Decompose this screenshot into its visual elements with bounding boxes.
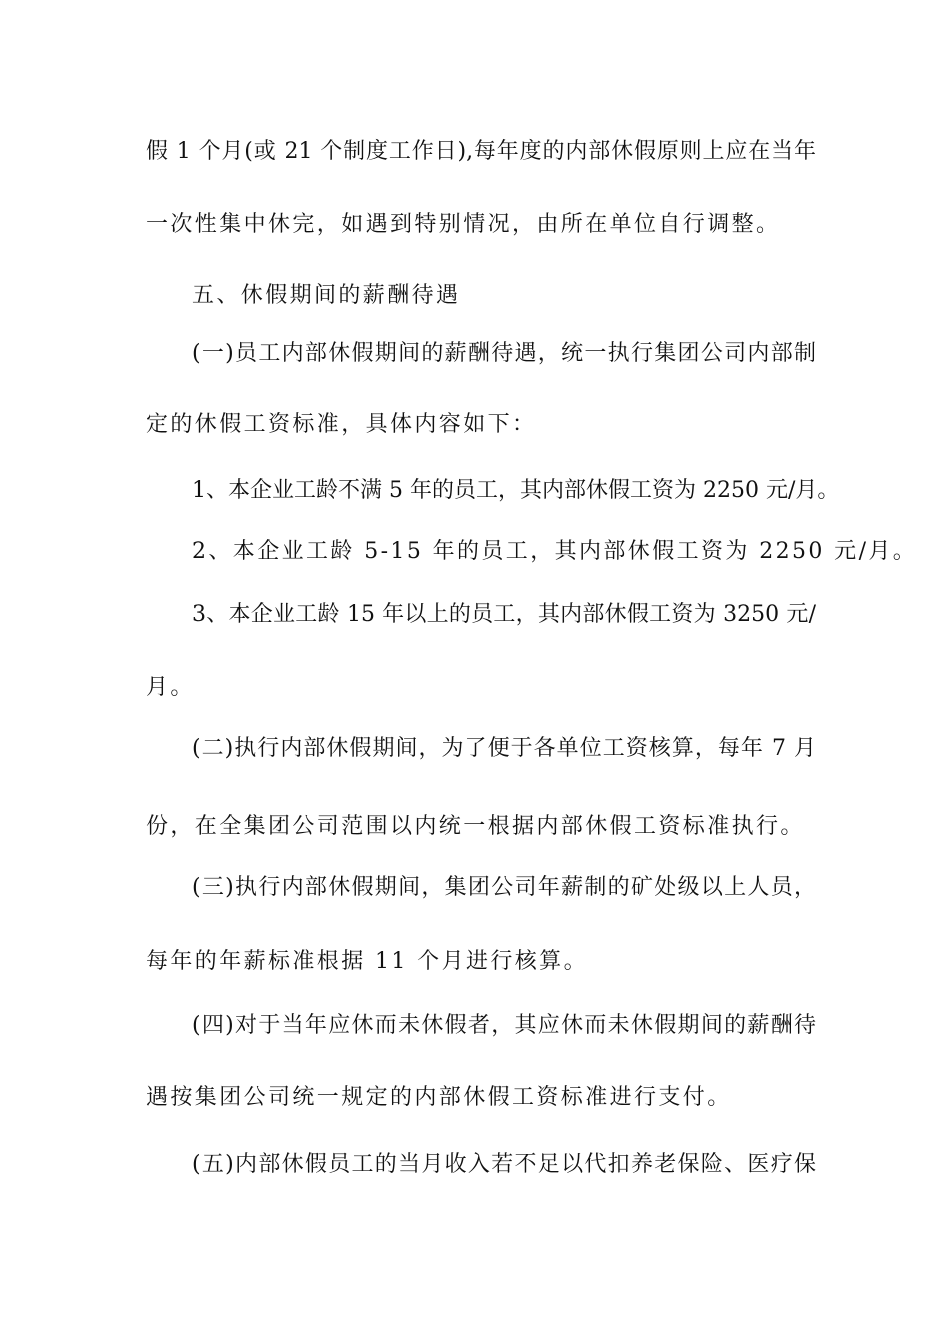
list-item: 1、本企业工龄不满 5 年的员工，其内部休假工资为 2250 元/月。 xyxy=(192,478,840,503)
paragraph-line: 遇按集团公司统一规定的内部休假工资标准进行支付。 xyxy=(146,1085,732,1110)
paragraph-line: (四)对于当年应休而未休假者，其应休而未休假期间的薪酬待 xyxy=(192,1013,816,1038)
paragraph-line: (一)员工内部休假期间的薪酬待遇，统一执行集团公司内部制 xyxy=(192,341,816,366)
paragraph-line: (二)执行内部休假期间，为了便于各单位工资核算，每年 7 月 xyxy=(192,736,816,761)
paragraph-line: 每年的年薪标准根据 11 个月进行核算。 xyxy=(146,949,588,974)
paragraph-line: 定的休假工资标准，具体内容如下： xyxy=(146,412,537,437)
paragraph-line: (三)执行内部休假期间，集团公司年薪制的矿处级以上人员， xyxy=(192,875,816,900)
paragraph-line: 月。 xyxy=(146,675,195,700)
list-item: 2、本企业工龄 5-15 年的员工，其内部休假工资为 2250 元/月。 xyxy=(192,539,918,564)
paragraph-line: 份，在全集团公司范围以内统一根据内部休假工资标准执行。 xyxy=(146,814,805,839)
list-item: 3、本企业工龄 15 年以上的员工，其内部休假工资为 3250 元/ xyxy=(192,602,816,627)
section-heading: 五、休假期间的薪酬待遇 xyxy=(192,283,461,308)
paragraph-line: 假 1 个月(或 21 个制度工作日),每年度的内部休假原则上应在当年 xyxy=(146,139,816,164)
paragraph-line: (五)内部休假员工的当月收入若不足以代扣养老保险、医疗保 xyxy=(192,1152,816,1177)
paragraph-line: 一次性集中休完，如遇到特别情况，由所在单位自行调整。 xyxy=(146,212,781,237)
